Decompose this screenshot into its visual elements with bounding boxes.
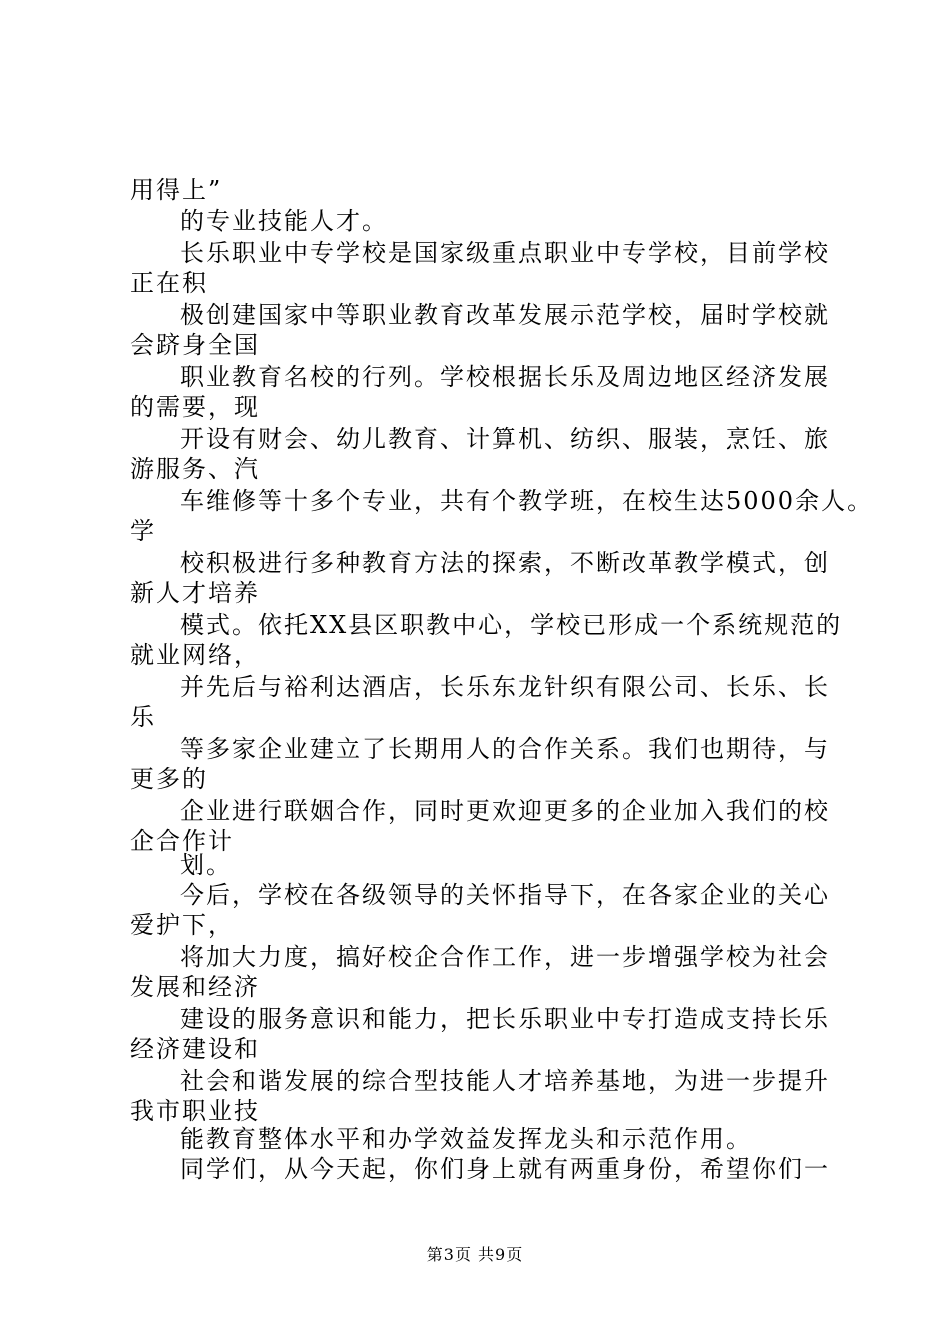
text-line: 开设有财会、幼儿教育、计算机、纺织、服装，烹饪、旅: [180, 425, 830, 453]
text-line: 发展和经济: [130, 973, 260, 1001]
text-line: 更多的: [130, 765, 208, 793]
text-line: 建设的服务意识和能力，把长乐职业中专打造成支持长乐: [180, 1005, 830, 1033]
text-line: 校积极进行多种教育方法的探索，不断改革教学模式，创: [180, 549, 830, 577]
text-line: 学: [130, 517, 156, 545]
text-line: 并先后与裕利达酒店，长乐东龙针织有限公司、长乐、长: [180, 673, 830, 701]
text-line: 划。: [180, 851, 232, 879]
text-line: 企合作计: [130, 827, 234, 855]
text-line: 乐: [130, 703, 156, 731]
text-line: 游服务、汽: [130, 455, 260, 483]
text-line: 正在积: [130, 269, 208, 297]
text-line: 我市职业技: [130, 1097, 260, 1125]
text-line: 用得上”: [130, 176, 223, 204]
text-line: 等多家企业建立了长期用人的合作关系。我们也期待，与: [180, 735, 830, 763]
text-line: 职业教育名校的行列。学校根据长乐及周边地区经济发展: [180, 363, 830, 391]
text-line: 企业进行联姻合作，同时更欢迎更多的企业加入我们的校: [180, 797, 830, 825]
text-line: 车维修等十多个专业，共有个教学班，在校生达5000余人。: [180, 487, 874, 515]
text-line: 的需要，现: [130, 393, 260, 421]
text-line: 将加大力度，搞好校企合作工作，进一步增强学校为社会: [180, 943, 830, 971]
text-line: 极创建国家中等职业教育改革发展示范学校，届时学校就: [180, 301, 830, 329]
text-line: 今后，学校在各级领导的关怀指导下，在各家企业的关心: [180, 881, 830, 909]
text-line: 模式。依托XX县区职教中心，学校已形成一个系统规范的: [180, 611, 843, 639]
page-number-footer: 第3页 共9页: [426, 1245, 524, 1264]
text-line: 经济建设和: [130, 1035, 260, 1063]
text-line: 同学们，从今天起，你们身上就有两重身份，希望你们一: [180, 1155, 830, 1183]
text-line: 能教育整体水平和办学效益发挥龙头和示范作用。: [180, 1125, 752, 1153]
text-line: 的专业技能人才。: [180, 207, 388, 235]
text-line: 长乐职业中专学校是国家级重点职业中专学校，目前学校: [180, 239, 830, 267]
text-line: 爱护下，: [130, 911, 234, 939]
text-line: 就业网络，: [130, 641, 260, 669]
text-line: 会跻身全国: [130, 331, 260, 359]
text-line: 社会和谐发展的综合型技能人才培养基地，为进一步提升: [180, 1067, 830, 1095]
text-line: 新人才培养: [130, 579, 260, 607]
